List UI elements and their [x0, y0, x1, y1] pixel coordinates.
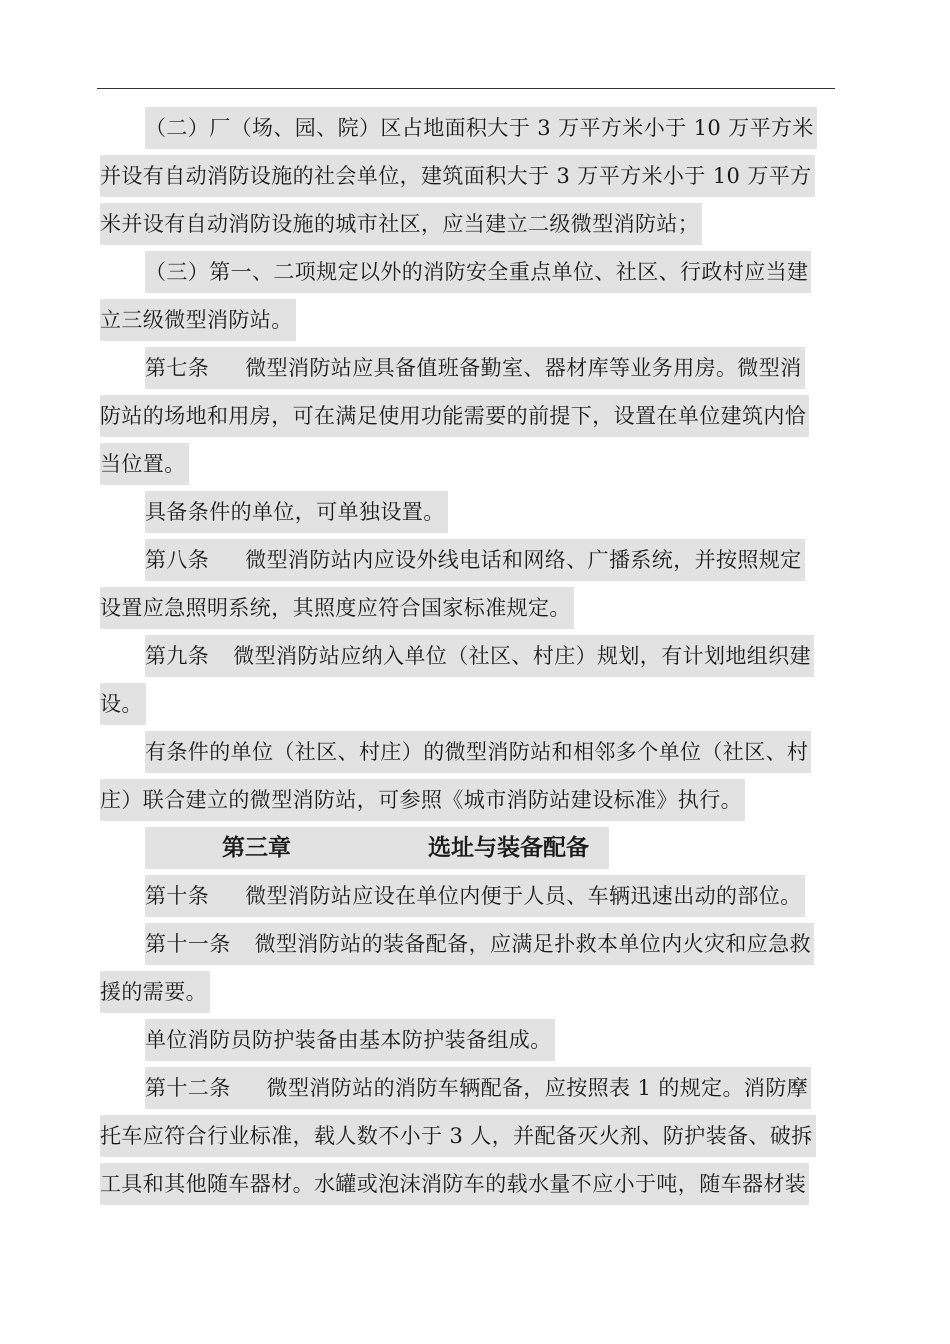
- text-line: 微型消防站的消防车辆配备，应按照表 1 的规定。消防摩: [266, 1076, 809, 1100]
- chapter-number: 第三章: [222, 835, 291, 861]
- article-line: [145, 347, 805, 389]
- text-line: （三）第一、二项规定以外的消防安全重点单位、社区、行政村应当建: [145, 251, 811, 293]
- text-line: 微型消防站应纳入单位（社区、村庄）规划，有计划地组织建: [233, 644, 812, 668]
- article-line: [145, 539, 805, 581]
- text-line: 具备条件的单位，可单独设置。: [145, 491, 448, 533]
- text-line: 有条件的单位（社区、村庄）的微型消防站和相邻多个单位（社区、村: [145, 731, 811, 773]
- article-line: [145, 875, 805, 917]
- article-number: 第九条: [145, 644, 210, 668]
- article-number: 第七条: [145, 356, 210, 380]
- text-line: 设置应急照明系统，其照度应符合国家标准规定。: [100, 587, 574, 629]
- article-line: [145, 923, 814, 965]
- article-number: 第十二条: [145, 1076, 231, 1100]
- text-line: 援的需要。: [100, 971, 210, 1013]
- header-rule: [97, 88, 835, 89]
- text-line: 庄）联合建立的微型消防站，可参照《城市消防站建设标准》执行。: [100, 779, 745, 821]
- text-line: 托车应符合行业标准，载人数不小于 3 人，并配备灭火剂、防护装备、破拆: [100, 1115, 816, 1157]
- chapter-title: 选址与装备配备: [428, 835, 589, 861]
- article-line: [145, 1067, 811, 1109]
- text-line: 工具和其他随车器材。水罐或泡沫消防车的载水量不应小于吨，随车器材装: [100, 1163, 809, 1205]
- text-line: 微型消防站应设在单位内便于人员、车辆迅速出动的部位。: [245, 884, 802, 908]
- text-line: 单位消防员防护装备由基本防护装备组成。: [145, 1019, 555, 1061]
- text-line: 微型消防站内应设外线电话和网络、广播系统，并按照规定: [245, 548, 802, 572]
- text-line: （二）厂（场、园、院）区占地面积大于 3 万平方米小于 10 万平方米: [145, 107, 817, 149]
- text-line: 并设有自动消防设施的社会单位，建筑面积大于 3 万平方米小于 10 万平方: [100, 155, 815, 197]
- text-line: 立三级微型消防站。: [100, 299, 296, 341]
- article-number: 第八条: [145, 548, 210, 572]
- text-line: 米并设有自动消防设施的城市社区，应当建立二级微型消防站；: [100, 203, 702, 245]
- article-line: [145, 635, 814, 677]
- text-line: 设。: [100, 683, 146, 725]
- text-line: 防站的场地和用房，可在满足使用功能需要的前提下，设置在单位建筑内恰: [100, 395, 809, 437]
- text-line: 微型消防站应具备值班备勤室、器材库等业务用房。微型消: [245, 356, 802, 380]
- text-line: 微型消防站的装备配备，应满足扑救本单位内火灾和应急救: [254, 932, 812, 956]
- text-line: 当位置。: [100, 443, 189, 485]
- article-number: 第十一条: [145, 932, 231, 956]
- article-number: 第十条: [145, 884, 210, 908]
